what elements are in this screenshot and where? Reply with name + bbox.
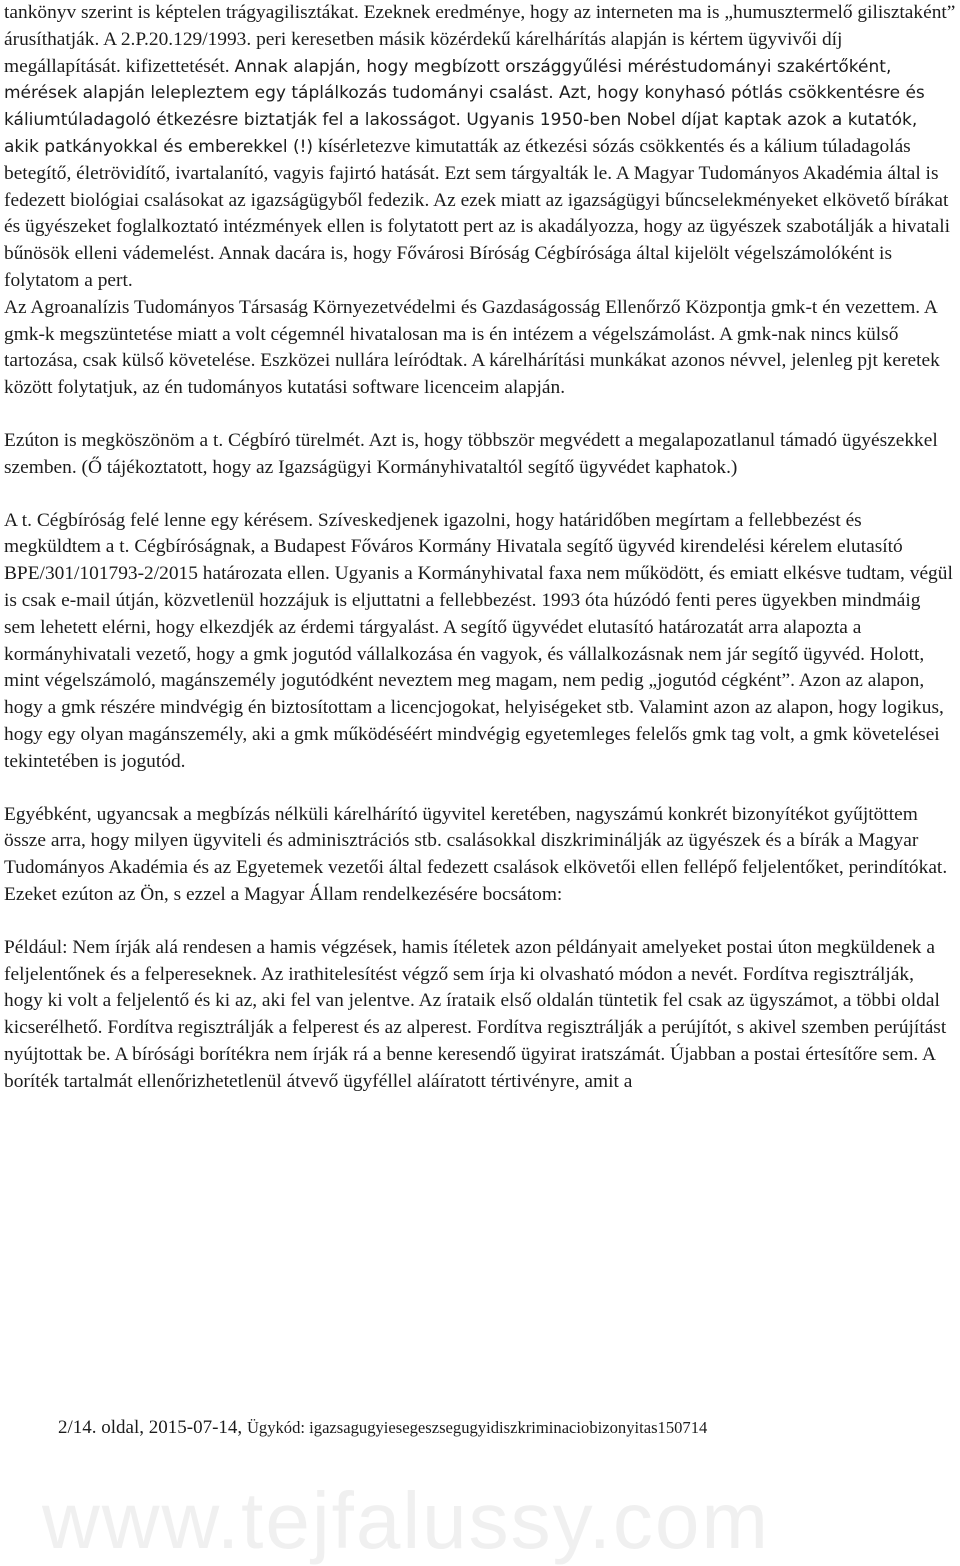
page-footer (58, 1417, 958, 1439)
footer-page-info: 2/14. oldal, 2015-07-14, (58, 1417, 247, 1438)
document-page (4, 0, 956, 1095)
paragraph-text: Például: Nem írják alá rendesen a hamis végzések, hamis ítéletek azon példányait amelyeket postai úton megküldenek a feljelentőnek és a felpereseknek. Az irathitelesítést végző sem írja ki olvasható módon a nevét. Fordítva regisztrálják, hogy ki volt a feljelentő és ki az, aki fel van jelentve. Az írataik első oldalán tüntetik fel csak az ügyszámot, a többi oldal kicserélhető. Fordítva regisztrálják a felperest és az alperest. Fordítva regisztrálják a perújítót, s akivel szemben perújítást nyújtottak be. A bírósági borítékra nem írják rá a benne keresendő ügyirat iratszámát. Újabban a postai értesítőre sem. A boríték tartalmát ellenőrizhetetlenül átvevő ügyféllel aláíratott tértivényre, amit a (4, 936, 947, 1092)
paragraph-thanks (4, 428, 956, 482)
watermark: www.tejfalussy.com (42, 1476, 771, 1565)
paragraph-spacer (4, 909, 956, 935)
paragraph-text: Ezúton is megköszönöm a t. Cégbíró türelmét. Azt is, hogy többször megvédett a megalapozatlanul támadó ügyészekkel szemben. (Ő tájékoztatott, hogy az Igazságügyi Kormányhivataltól segítő ügyvédet kaphatok.) (4, 429, 938, 478)
paragraph-request (4, 508, 956, 776)
paragraph-text: tankönyv szerint is képtelen trágyagilisztákat. Ezeknek eredménye, hogy az interneten ma is „humusztermelő gilisztaként” árusíthatják. A 2.P.20.129/1993. peri keresetben másik közérdekű kárelhárítás alapján is kértem ügyvivői díj megállapítását. kifizettetését. (4, 2, 956, 77)
paragraph-intro (4, 0, 956, 295)
paragraph-spacer (4, 482, 956, 508)
paragraph-spacer (4, 776, 956, 802)
paragraph-text: Egyébként, ugyancsak a megbízás nélküli kárelhárító ügyvitel keretében, nagyszámú konkrét bizonyítékot gyűjtöttem össze arra, hogy milyen ügyviteli és adminisztrációs stb. csalásokkal diszkriminálják az ügyészek és a bírák a Magyar Tudományos Akadémia és az Egyetemek vezetői által fedezett csalások elkövetői ellen fellépő feljelentőket, perindítókat. Ezeket ezúton az Ön, s ezzel a Magyar Állam rendelkezésére bocsátom: (4, 803, 948, 905)
paragraph-text: A t. Cégbíróság felé lenne egy kérésem. Szíveskedjenek igazolni, hogy határidőben megírtam a fellebbezést és megküldtem a t. Cégbíróságnak, a Budapest Főváros Kormány Hivatala segítő ügyvéd kirendelési kérelem elutasító BPE/301/101793-2/2015 határozata ellen. Ugyanis a Kormányhivatal faxa nem működött, és emiatt elkésve tudtam, végül is csak e-mail útján, közvetlenül hozzájuk is eljuttatni a fellebbezést. 1993 óta húzódó fenti peres ügyekben mindmáig sem lehetett elérni, hogy elkezdjék az érdemi tárgyalást. A segítő ügyvédet elutasító határozatát arra alapozta a kormányhivatali vezető, hogy a gmk jogutód vállalkozása én vagyok, és vállalkozásnak nem jár segítő ügyvéd. Holott, mint végelszámoló, magánszemély jogutódként neveztem meg magam, nem pedig „jogutód cégként”. Azon az alapon, hogy a gmk részére mindvégig én biztosítottam a licencjogokat, helyiségeket stb. Valamint azon az alapon, hogy logikus, hogy egy olyan magánszemély, aki a gmk működéséért mindvégig egyetemleges felelős gmk tag volt, a gmk követelései tekintetében is jogutód. (4, 509, 953, 772)
footer-case-code: Ügykód: igazsagugyiesegeszsegugyidiszkriminaciobizonyitas150714 (246, 1418, 708, 1437)
paragraph-evidence (4, 802, 956, 909)
paragraph-text: kísérletezve kimutatták az étkezési sózás csökkentés és a kálium túladagolás betegítő, életrövidítő, ivartalanító, vagyis fajirtó hatását. Ezt sem tárgyalták le. A Magyar Tudományos Akadémia által is fedezett biológiai csalásokat az igazságügyből fedezik. Az ezek miatt az igazságügyi bűncselekményeket elkövető bírákat és ügyészeket foglalkoztató intézmények ellen is folytatott pert az is akadályozza, hogy az ügyészek szabotálják a hivatali bűnösök elleni vádemelést. Annak dacára is, hogy Fővárosi Bíróság Cégbírósága által kijelölt végelszámolóként is folytatom a pert. (4, 135, 950, 291)
paragraph-examples (4, 935, 956, 1096)
paragraph-text-sans: Annak alapján, hogy megbízott országgyűlési méréstudományi szakértőként, mérések alapján lelepleztem egy táplálkozás tudományi csalást. Azt, hogy konyhasó pótlás csökkentésre és káliumtúladagoló étkezésre biztatják fel a lakosságot. Ugyanis 1950-ben Nobel díjat kaptak azok a kutatók, akik patkányokkal és emberekkel (!) (4, 56, 925, 157)
paragraph-spacer (4, 402, 956, 428)
paragraph-text: Az Agroanalízis Tudományos Társaság Környezetvédelmi és Gazdaságosság Ellenőrző Központja gmk-t én vezettem. A gmk-k megszüntetése miatt a volt cégemnél hivatalosan ma is én intézem a végelszámolást. A gmk-nak nincs külső tartozása, csak külső követelése. Eszközei nullára leíródtak. A kárelhárítási munkákat azonos névvel, jelenleg pjt keretek között folytatjuk, az én tudományos kutatási software licenceim alapján. (4, 296, 940, 399)
paragraph-gmk (4, 295, 956, 402)
